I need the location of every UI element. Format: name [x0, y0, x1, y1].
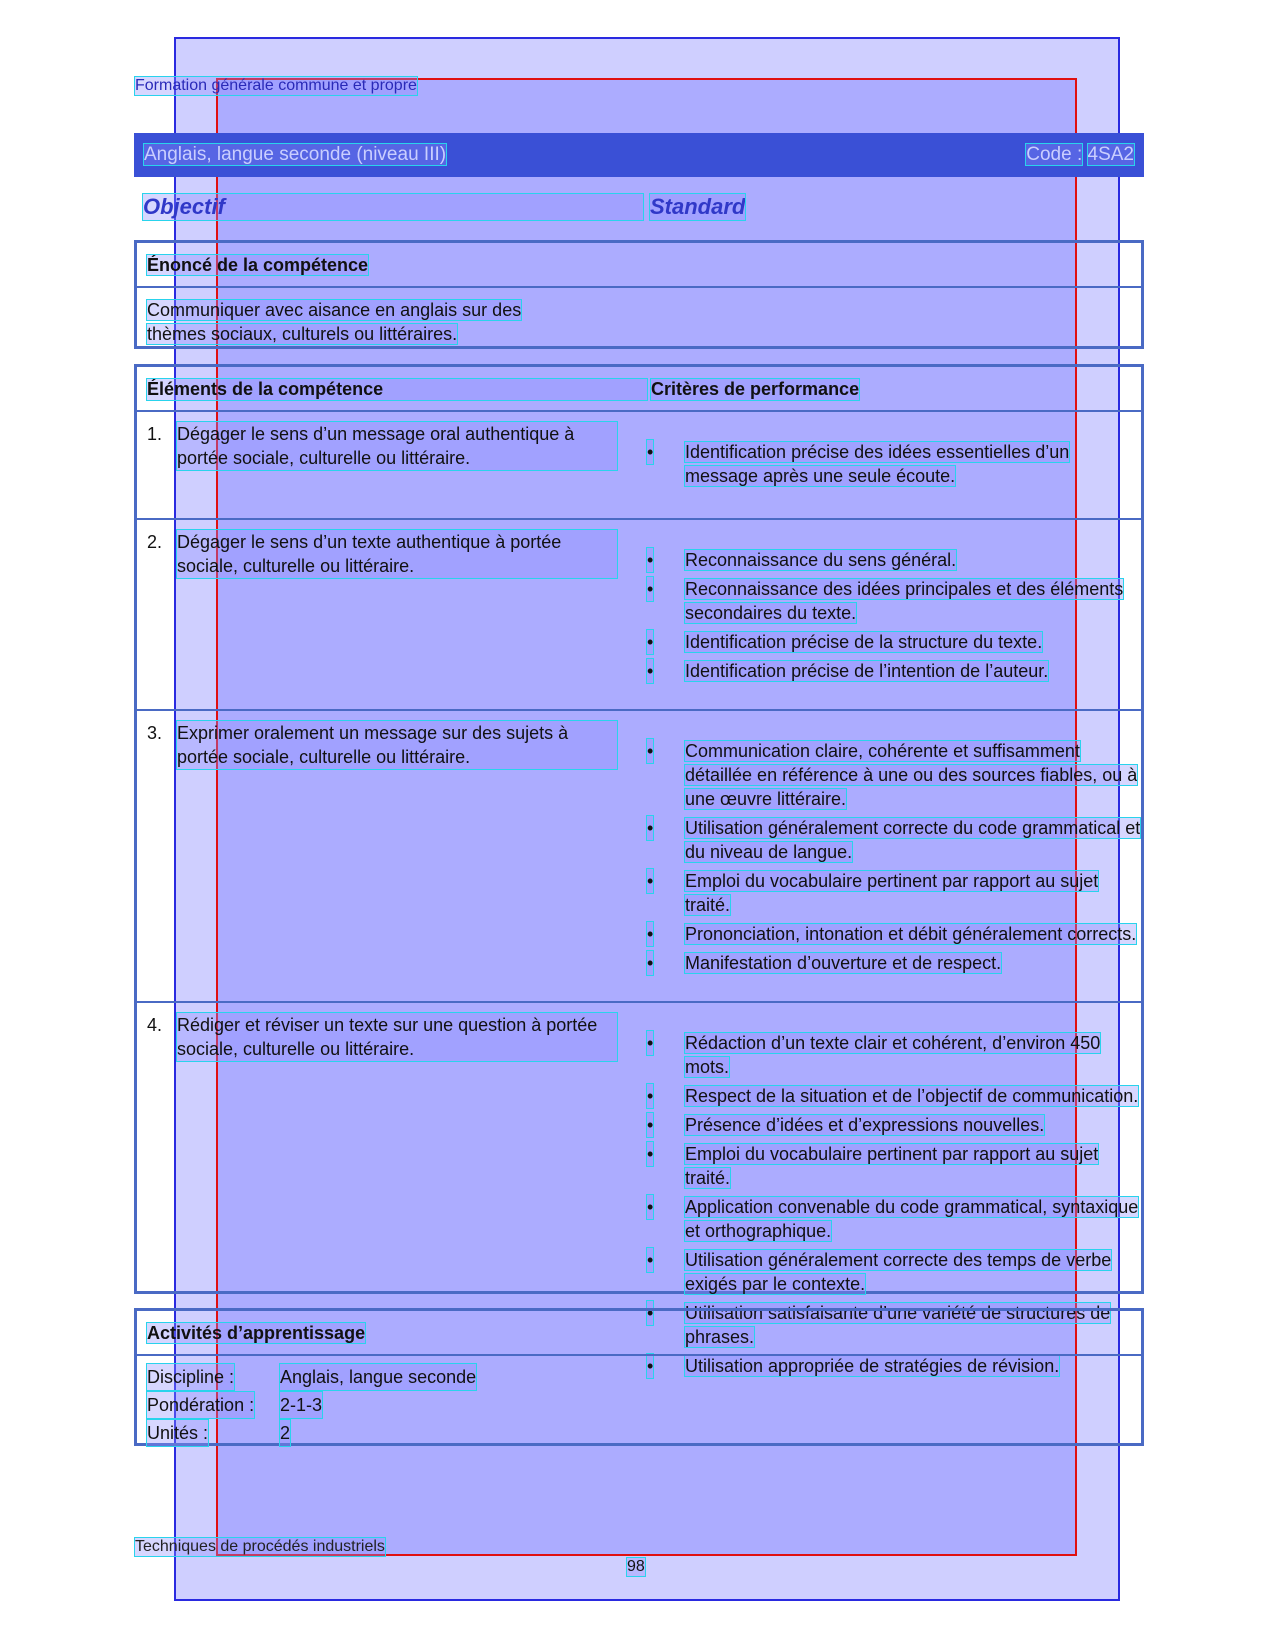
criterion-text: Identification précise de la structure du texte.	[685, 632, 1043, 652]
element-cell	[147, 1013, 617, 1061]
activities-body	[137, 1356, 1141, 1448]
criterion-text: Reconnaissance du sens général.	[685, 550, 957, 570]
bullet-icon: •	[647, 1115, 654, 1135]
criterion-item	[647, 1248, 1141, 1296]
criteria-row	[137, 520, 1141, 711]
discipline-label: Discipline :	[147, 1364, 234, 1390]
element-cell	[147, 530, 617, 578]
bullet-icon: •	[647, 550, 654, 570]
criterion-item	[647, 1113, 1141, 1137]
criterion-item	[647, 922, 1141, 946]
enonce-body	[137, 288, 597, 346]
criterion-text: Respect de la situation et de l’objectif de communication.	[685, 1086, 1139, 1106]
element-number: 1.	[147, 424, 163, 444]
bullet-icon: •	[647, 579, 654, 599]
page-number: 98	[627, 1558, 645, 1575]
criterion-text: Prononciation, intonation et débit généralement corrects.	[685, 924, 1137, 944]
element-cell	[147, 721, 617, 769]
element-text: Dégager le sens d’un message oral authentique à portée sociale, culturelle ou littéraire.	[177, 422, 617, 470]
criterion-item	[647, 440, 1141, 488]
criterion-text: Présence d’idées et d’expressions nouvelles.	[685, 1115, 1045, 1135]
ponderation-label: Pondération :	[147, 1392, 254, 1418]
discipline-row	[137, 1364, 1141, 1392]
course-code-label: Code :	[1026, 144, 1083, 165]
criterion-item	[647, 548, 1141, 572]
elements-header: Éléments de la compétence	[147, 379, 647, 400]
element-cell	[147, 422, 617, 470]
element-text: Rédiger et réviser un texte sur une question à portée sociale, culturelle ou littéraire.	[177, 1013, 617, 1061]
criterion-text: Rédaction d’un texte clair et cohérent, d’environ 450 mots.	[685, 1033, 1101, 1077]
criteria-list	[647, 440, 1141, 488]
criterion-text: Utilisation généralement correcte du code grammatical et du niveau de langue.	[685, 818, 1141, 862]
bullet-icon: •	[647, 1356, 654, 1376]
bullet-icon: •	[647, 1303, 654, 1323]
bullet-icon: •	[647, 661, 654, 681]
bullet-icon: •	[647, 741, 654, 761]
criterion-item	[647, 1031, 1141, 1079]
criterion-item	[647, 739, 1141, 811]
element-number: 3.	[147, 723, 163, 743]
running-footer: Techniques de procédés industriels	[135, 1538, 385, 1555]
running-header: Formation générale commune et propre	[135, 77, 417, 94]
course-title-bar	[134, 133, 1144, 177]
element-number: 2.	[147, 532, 163, 552]
element-text: Exprimer oralement un message sur des sujets à portée sociale, culturelle ou littéraire.	[177, 721, 617, 769]
bullet-icon: •	[647, 1086, 654, 1106]
criteria-rows	[137, 412, 1141, 1404]
bullet-icon: •	[647, 818, 654, 838]
criterion-text: Utilisation satisfaisante d’une variété de structures de phrases.	[685, 1303, 1111, 1347]
criterion-text: Manifestation d’ouverture et de respect.	[685, 953, 1002, 973]
bullet-icon: •	[647, 1033, 654, 1053]
course-code-wrap	[1026, 144, 1134, 166]
course-title: Anglais, langue seconde (niveau III)	[144, 144, 447, 165]
activities-box	[134, 1308, 1144, 1446]
criterion-text: Identification précise des idées essentielles d’un message après une seule écoute.	[685, 442, 1070, 486]
criteria-row	[137, 412, 1141, 520]
unites-value: 2	[280, 1420, 290, 1446]
criterion-item	[647, 951, 1141, 975]
criterion-text: Identification précise de l’intention de l’auteur.	[685, 661, 1049, 681]
criterion-text: Reconnaissance des idées principales et des éléments secondaires du texte.	[685, 579, 1124, 623]
criterion-text: Emploi du vocabulaire pertinent par rapport au sujet traité.	[685, 871, 1099, 915]
criterion-text: Utilisation généralement correcte des temps de verbe exigés par le contexte.	[685, 1250, 1112, 1294]
bullet-icon: •	[647, 442, 654, 462]
bullet-icon: •	[647, 1197, 654, 1217]
criterion-item	[647, 1142, 1141, 1190]
activities-title: Activités d’apprentissage	[147, 1323, 366, 1343]
enonce-line-2: thèmes sociaux, culturels ou littéraires.	[147, 324, 458, 344]
bullet-icon: •	[647, 953, 654, 973]
criteria-list	[647, 548, 1141, 683]
criterion-item	[647, 659, 1141, 683]
criteria-table-header	[137, 367, 1141, 412]
course-code: 4SA2	[1087, 144, 1134, 165]
criterion-text: Communication claire, cohérente et suffisamment détaillée en référence à une ou des sources fiables, ou à une œuvre littéraire.	[685, 741, 1138, 809]
ponderation-row	[137, 1392, 1141, 1420]
enonce-title: Énoncé de la compétence	[147, 255, 369, 275]
element-number: 4.	[147, 1015, 163, 1035]
criteria-list	[647, 739, 1141, 975]
ponderation-value: 2-1-3	[280, 1392, 322, 1418]
enonce-box	[134, 240, 1144, 349]
bullet-icon: •	[647, 871, 654, 891]
bullet-icon: •	[647, 632, 654, 652]
criterion-item	[647, 630, 1141, 654]
bullet-icon: •	[647, 1144, 654, 1164]
criterion-text: Emploi du vocabulaire pertinent par rapport au sujet traité.	[685, 1144, 1099, 1188]
criteria-row	[137, 711, 1141, 1003]
criterion-text: Application convenable du code grammatical, syntaxique et orthographique.	[685, 1197, 1139, 1241]
criterion-item	[647, 869, 1141, 917]
standard-heading: Standard	[650, 194, 746, 219]
objectif-heading: Objectif	[143, 194, 643, 220]
discipline-value: Anglais, langue seconde	[280, 1364, 476, 1390]
criteria-header: Critères de performance	[651, 379, 860, 399]
enonce-line-1: Communiquer avec aisance en anglais sur des	[147, 300, 522, 320]
element-text: Dégager le sens d’un texte authentique à portée sociale, culturelle ou littéraire.	[177, 530, 617, 578]
unites-row	[137, 1420, 1141, 1448]
unites-label: Unités :	[147, 1420, 208, 1446]
criterion-text: Utilisation appropriée de stratégies de révision.	[685, 1356, 1060, 1376]
criterion-item	[647, 1195, 1141, 1243]
criterion-item	[647, 1084, 1141, 1108]
criterion-item	[647, 816, 1141, 864]
bullet-icon: •	[647, 924, 654, 944]
bullet-icon: •	[647, 1250, 654, 1270]
criterion-item	[647, 577, 1141, 625]
